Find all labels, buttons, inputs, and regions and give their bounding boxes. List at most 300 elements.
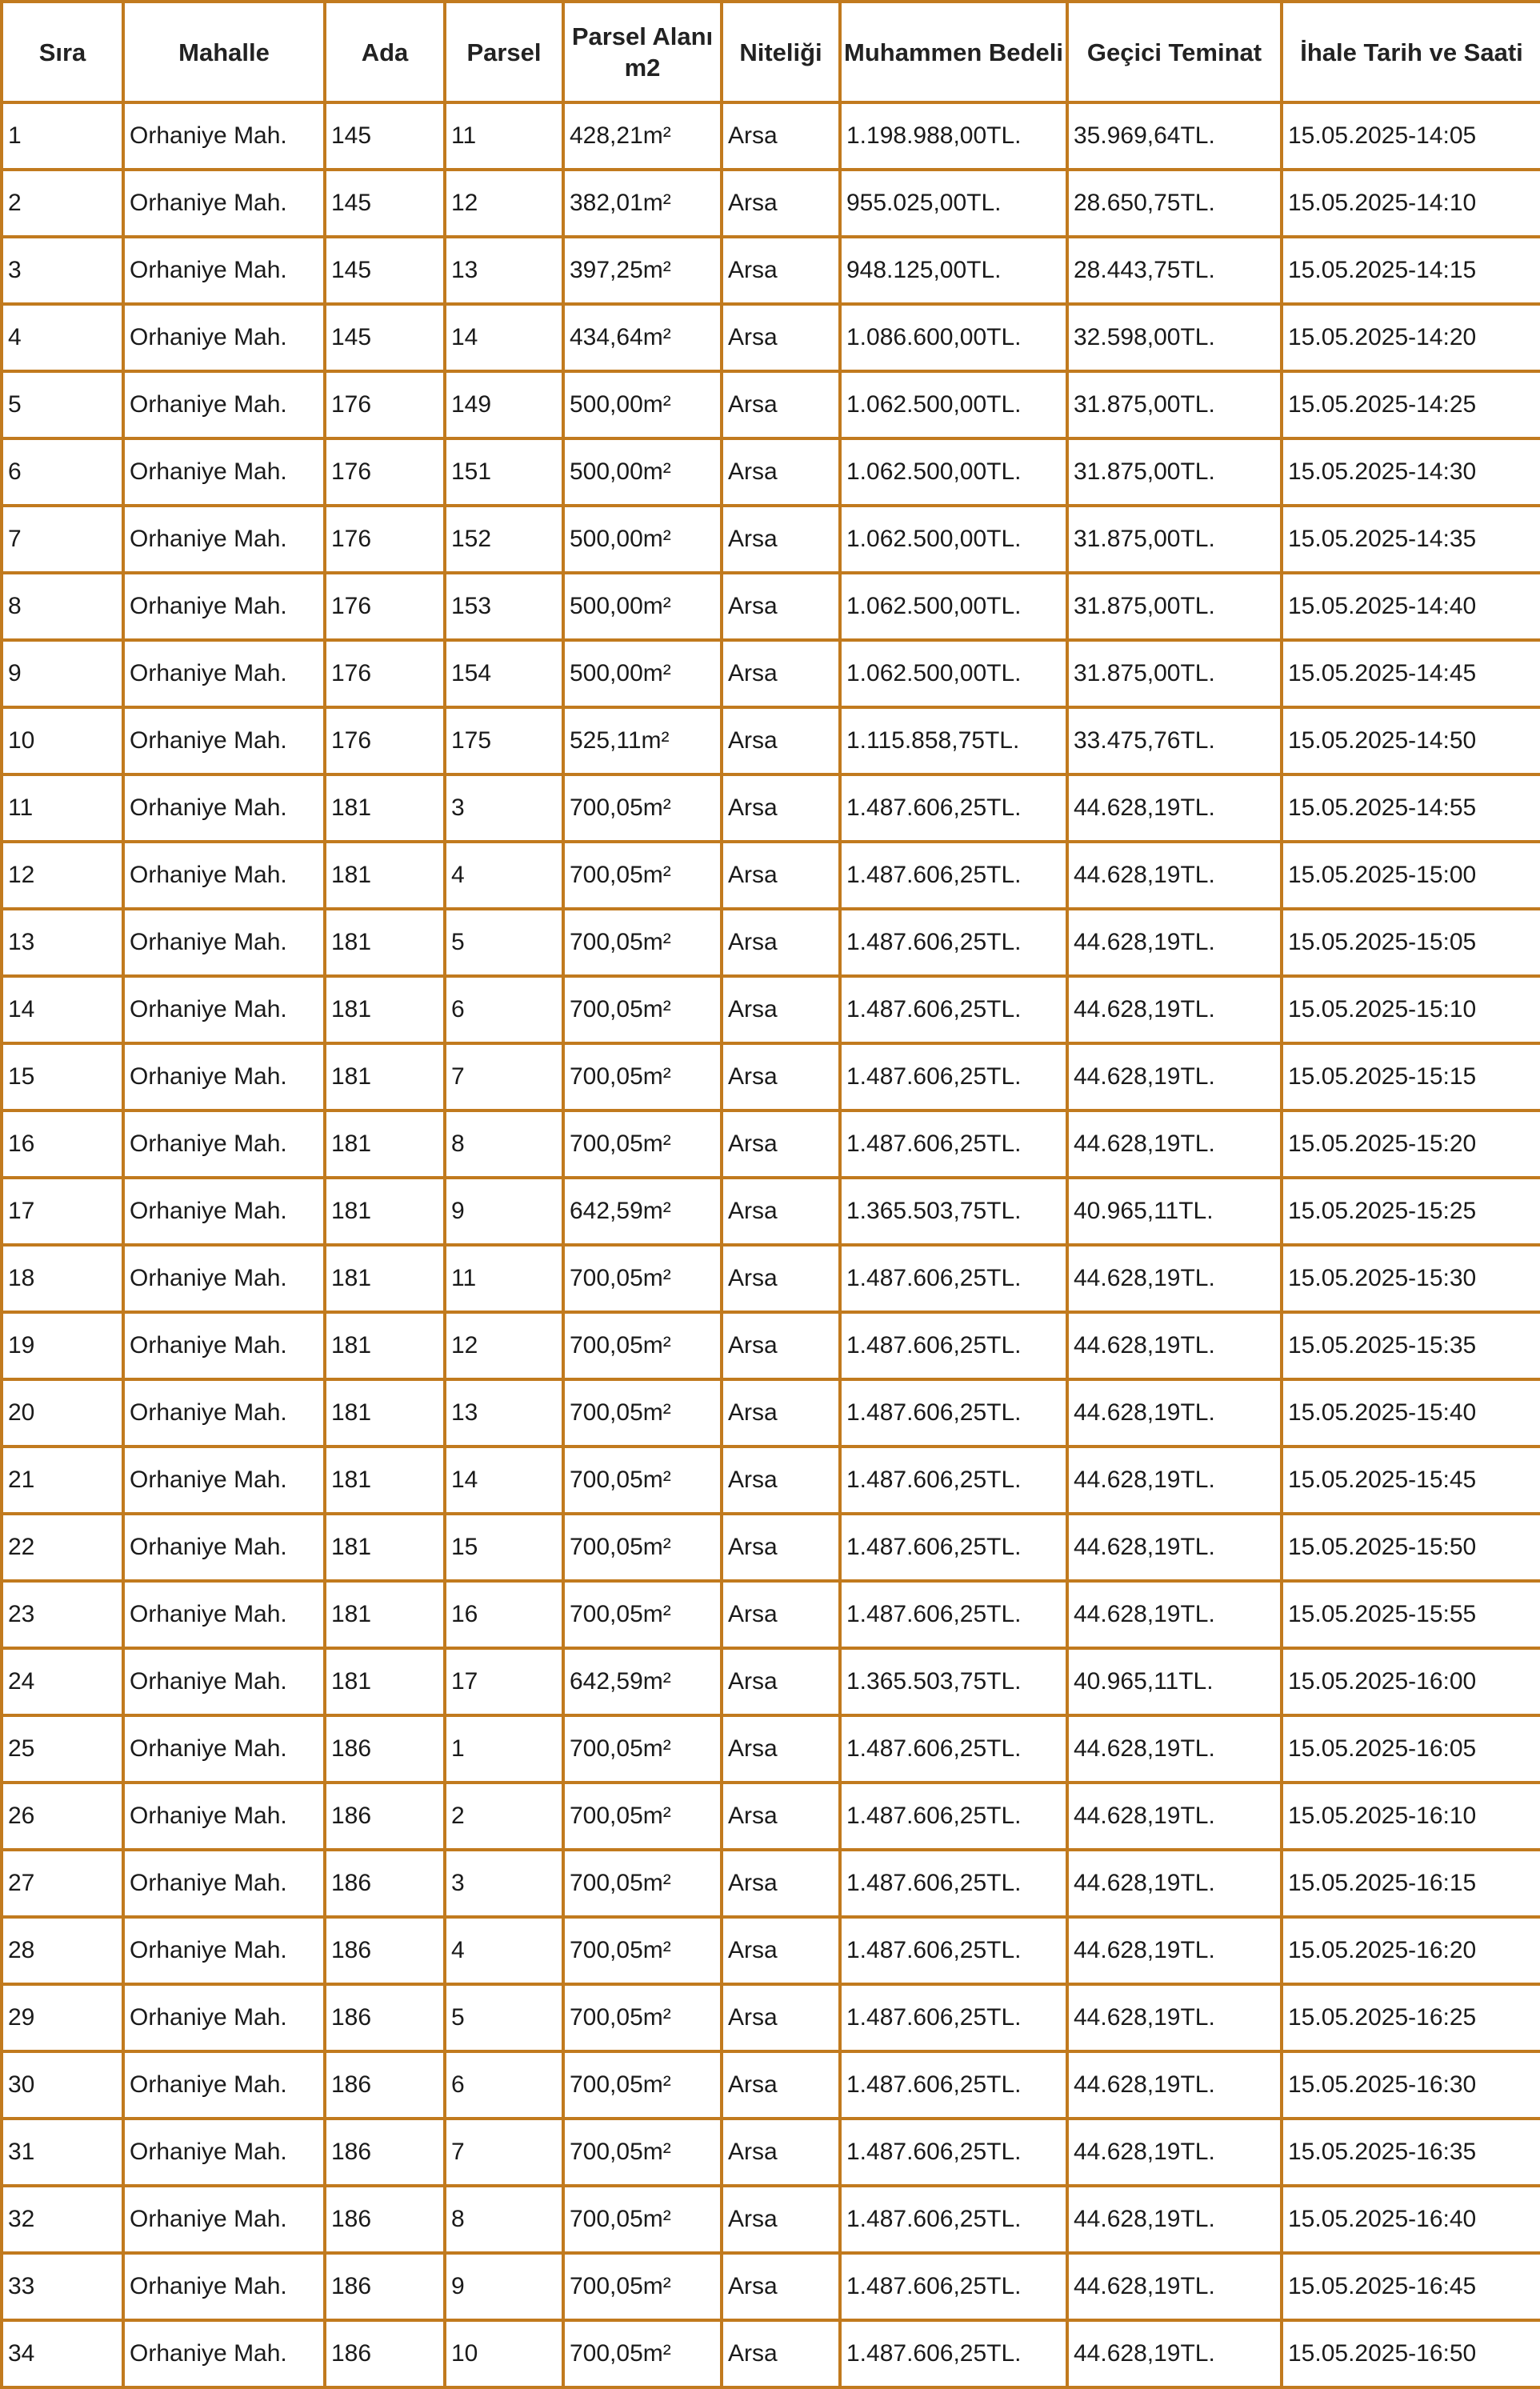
table-row [2,707,1540,774]
cell-parsel: 13 [445,1379,563,1447]
cell-niteligi: Arsa [722,304,840,371]
cell-muhammen-bedeli: 1.487.606,25TL. [840,1379,1067,1447]
cell-muhammen-bedeli: 1.487.606,25TL. [840,1110,1067,1178]
cell-niteligi: Arsa [722,1245,840,1312]
cell-sira: 32 [2,2186,123,2253]
cell-mahalle: Orhaniye Mah. [123,1447,325,1514]
cell-ada: 186 [325,1715,445,1783]
cell-parsel: 14 [445,1447,563,1514]
cell-ihale-tarih-saati: 15.05.2025-15:05 [1282,909,1540,976]
column-header-gecici-teminat: Geçici Teminat [1067,2,1282,102]
cell-mahalle: Orhaniye Mah. [123,2119,325,2186]
cell-mahalle: Orhaniye Mah. [123,1379,325,1447]
cell-muhammen-bedeli: 1.487.606,25TL. [840,1984,1067,2051]
cell-muhammen-bedeli: 948.125,00TL. [840,237,1067,304]
table-row [2,2186,1540,2253]
cell-sira: 18 [2,1245,123,1312]
cell-mahalle: Orhaniye Mah. [123,2186,325,2253]
column-header-parsel-alani: Parsel Alanı m2 [563,2,722,102]
cell-parsel: 152 [445,506,563,573]
cell-ada: 181 [325,1110,445,1178]
table-row [2,640,1540,707]
cell-parsel: 9 [445,1178,563,1245]
cell-parsel-alani: 700,05m² [563,1043,722,1110]
cell-ada: 145 [325,102,445,170]
cell-niteligi: Arsa [722,1447,840,1514]
table-row [2,2320,1540,2387]
cell-niteligi: Arsa [722,170,840,237]
cell-mahalle: Orhaniye Mah. [123,1850,325,1917]
cell-muhammen-bedeli: 1.487.606,25TL. [840,1245,1067,1312]
cell-muhammen-bedeli: 1.062.500,00TL. [840,371,1067,438]
cell-muhammen-bedeli: 1.062.500,00TL. [840,573,1067,640]
cell-ada: 176 [325,438,445,506]
cell-parsel: 13 [445,237,563,304]
cell-mahalle: Orhaniye Mah. [123,774,325,842]
cell-muhammen-bedeli: 1.487.606,25TL. [840,2253,1067,2320]
cell-muhammen-bedeli: 1.487.606,25TL. [840,1043,1067,1110]
column-header-muhammen-bedeli: Muhammen Bedeli [840,2,1067,102]
cell-mahalle: Orhaniye Mah. [123,102,325,170]
table-row [2,976,1540,1043]
cell-parsel: 7 [445,1043,563,1110]
table-row [2,1447,1540,1514]
table-row [2,304,1540,371]
cell-muhammen-bedeli: 1.487.606,25TL. [840,1581,1067,1648]
cell-parsel: 3 [445,1850,563,1917]
cell-ada: 186 [325,2119,445,2186]
cell-mahalle: Orhaniye Mah. [123,1783,325,1850]
cell-parsel: 175 [445,707,563,774]
cell-parsel-alani: 700,05m² [563,1379,722,1447]
cell-muhammen-bedeli: 1.487.606,25TL. [840,1917,1067,1984]
cell-sira: 29 [2,1984,123,2051]
cell-muhammen-bedeli: 1.487.606,25TL. [840,1715,1067,1783]
cell-sira: 10 [2,707,123,774]
table-row [2,506,1540,573]
table-row [2,1245,1540,1312]
cell-parsel: 1 [445,1715,563,1783]
cell-muhammen-bedeli: 1.487.606,25TL. [840,1514,1067,1581]
cell-niteligi: Arsa [722,774,840,842]
cell-ihale-tarih-saati: 15.05.2025-16:45 [1282,2253,1540,2320]
cell-sira: 33 [2,2253,123,2320]
cell-parsel-alani: 500,00m² [563,640,722,707]
cell-niteligi: Arsa [722,102,840,170]
cell-mahalle: Orhaniye Mah. [123,1043,325,1110]
cell-gecici-teminat: 31.875,00TL. [1067,573,1282,640]
cell-parsel-alani: 500,00m² [563,573,722,640]
cell-sira: 20 [2,1379,123,1447]
cell-muhammen-bedeli: 955.025,00TL. [840,170,1067,237]
column-header-mahalle: Mahalle [123,2,325,102]
cell-gecici-teminat: 44.628,19TL. [1067,1447,1282,1514]
cell-ada: 181 [325,1379,445,1447]
cell-mahalle: Orhaniye Mah. [123,1514,325,1581]
cell-muhammen-bedeli: 1.115.858,75TL. [840,707,1067,774]
cell-gecici-teminat: 44.628,19TL. [1067,2186,1282,2253]
cell-sira: 25 [2,1715,123,1783]
cell-gecici-teminat: 44.628,19TL. [1067,1043,1282,1110]
cell-ihale-tarih-saati: 15.05.2025-14:40 [1282,573,1540,640]
cell-gecici-teminat: 44.628,19TL. [1067,1581,1282,1648]
cell-gecici-teminat: 44.628,19TL. [1067,909,1282,976]
table-row [2,842,1540,909]
cell-sira: 8 [2,573,123,640]
cell-mahalle: Orhaniye Mah. [123,371,325,438]
cell-ihale-tarih-saati: 15.05.2025-16:20 [1282,1917,1540,1984]
cell-niteligi: Arsa [722,976,840,1043]
cell-mahalle: Orhaniye Mah. [123,1245,325,1312]
cell-gecici-teminat: 44.628,19TL. [1067,1379,1282,1447]
cell-mahalle: Orhaniye Mah. [123,304,325,371]
cell-niteligi: Arsa [722,2320,840,2387]
cell-ada: 186 [325,1783,445,1850]
cell-muhammen-bedeli: 1.487.606,25TL. [840,1783,1067,1850]
cell-niteligi: Arsa [722,2253,840,2320]
cell-ada: 181 [325,842,445,909]
cell-sira: 14 [2,976,123,1043]
table-row [2,371,1540,438]
cell-mahalle: Orhaniye Mah. [123,573,325,640]
cell-muhammen-bedeli: 1.365.503,75TL. [840,1648,1067,1715]
cell-niteligi: Arsa [722,640,840,707]
cell-muhammen-bedeli: 1.062.500,00TL. [840,640,1067,707]
cell-ada: 176 [325,506,445,573]
table-row [2,1850,1540,1917]
cell-parsel: 151 [445,438,563,506]
cell-niteligi: Arsa [722,2119,840,2186]
cell-niteligi: Arsa [722,909,840,976]
table-row [2,909,1540,976]
cell-parsel: 6 [445,976,563,1043]
cell-sira: 13 [2,909,123,976]
table-row [2,1514,1540,1581]
cell-ada: 145 [325,304,445,371]
cell-ihale-tarih-saati: 15.05.2025-15:15 [1282,1043,1540,1110]
cell-gecici-teminat: 28.650,75TL. [1067,170,1282,237]
cell-parsel: 14 [445,304,563,371]
cell-ada: 145 [325,170,445,237]
cell-niteligi: Arsa [722,1312,840,1379]
cell-parsel-alani: 700,05m² [563,1850,722,1917]
cell-sira: 12 [2,842,123,909]
cell-mahalle: Orhaniye Mah. [123,2253,325,2320]
cell-niteligi: Arsa [722,237,840,304]
cell-ihale-tarih-saati: 15.05.2025-14:25 [1282,371,1540,438]
cell-gecici-teminat: 44.628,19TL. [1067,1715,1282,1783]
cell-ihale-tarih-saati: 15.05.2025-14:55 [1282,774,1540,842]
table-row [2,102,1540,170]
cell-mahalle: Orhaniye Mah. [123,842,325,909]
cell-parsel: 5 [445,1984,563,2051]
cell-gecici-teminat: 28.443,75TL. [1067,237,1282,304]
cell-ihale-tarih-saati: 15.05.2025-14:15 [1282,237,1540,304]
cell-mahalle: Orhaniye Mah. [123,1581,325,1648]
cell-niteligi: Arsa [722,1379,840,1447]
cell-niteligi: Arsa [722,707,840,774]
cell-sira: 22 [2,1514,123,1581]
cell-ada: 145 [325,237,445,304]
cell-muhammen-bedeli: 1.198.988,00TL. [840,102,1067,170]
cell-sira: 23 [2,1581,123,1648]
column-header-parsel: Parsel [445,2,563,102]
cell-ihale-tarih-saati: 15.05.2025-15:35 [1282,1312,1540,1379]
table-row [2,1379,1540,1447]
cell-gecici-teminat: 33.475,76TL. [1067,707,1282,774]
cell-sira: 26 [2,1783,123,1850]
cell-ihale-tarih-saati: 15.05.2025-14:10 [1282,170,1540,237]
cell-parsel: 11 [445,102,563,170]
cell-ihale-tarih-saati: 15.05.2025-14:45 [1282,640,1540,707]
cell-ada: 181 [325,1648,445,1715]
cell-sira: 31 [2,2119,123,2186]
cell-sira: 7 [2,506,123,573]
cell-ihale-tarih-saati: 15.05.2025-16:30 [1282,2051,1540,2119]
cell-gecici-teminat: 44.628,19TL. [1067,1783,1282,1850]
cell-gecici-teminat: 31.875,00TL. [1067,438,1282,506]
cell-parsel: 8 [445,2186,563,2253]
cell-parsel-alani: 700,05m² [563,1783,722,1850]
cell-parsel-alani: 428,21m² [563,102,722,170]
cell-ihale-tarih-saati: 15.05.2025-16:35 [1282,2119,1540,2186]
cell-niteligi: Arsa [722,506,840,573]
table-row [2,2253,1540,2320]
cell-ada: 176 [325,640,445,707]
table-body [2,102,1540,2387]
cell-gecici-teminat: 44.628,19TL. [1067,2119,1282,2186]
cell-parsel-alani: 500,00m² [563,371,722,438]
cell-parsel-alani: 700,05m² [563,2186,722,2253]
cell-ihale-tarih-saati: 15.05.2025-16:00 [1282,1648,1540,1715]
cell-ihale-tarih-saati: 15.05.2025-15:25 [1282,1178,1540,1245]
cell-mahalle: Orhaniye Mah. [123,1178,325,1245]
cell-parsel-alani: 700,05m² [563,2119,722,2186]
cell-muhammen-bedeli: 1.062.500,00TL. [840,438,1067,506]
cell-parsel-alani: 700,05m² [563,1984,722,2051]
cell-sira: 6 [2,438,123,506]
cell-ihale-tarih-saati: 15.05.2025-15:10 [1282,976,1540,1043]
cell-muhammen-bedeli: 1.487.606,25TL. [840,1312,1067,1379]
cell-niteligi: Arsa [722,1715,840,1783]
table-row [2,1178,1540,1245]
cell-parsel: 4 [445,1917,563,1984]
cell-ada: 176 [325,573,445,640]
table-row [2,237,1540,304]
cell-mahalle: Orhaniye Mah. [123,1110,325,1178]
cell-ada: 181 [325,1043,445,1110]
cell-sira: 15 [2,1043,123,1110]
cell-niteligi: Arsa [722,1178,840,1245]
cell-sira: 24 [2,1648,123,1715]
cell-parsel: 154 [445,640,563,707]
cell-niteligi: Arsa [722,2186,840,2253]
column-header-niteligi: Niteliği [722,2,840,102]
cell-mahalle: Orhaniye Mah. [123,1312,325,1379]
cell-mahalle: Orhaniye Mah. [123,640,325,707]
cell-ada: 186 [325,1984,445,2051]
cell-ihale-tarih-saati: 15.05.2025-15:45 [1282,1447,1540,1514]
cell-ada: 186 [325,2253,445,2320]
column-header-ihale-tarih-saati: İhale Tarih ve Saati [1282,2,1540,102]
cell-ihale-tarih-saati: 15.05.2025-15:00 [1282,842,1540,909]
table-row [2,774,1540,842]
cell-parsel: 11 [445,1245,563,1312]
cell-parsel-alani: 700,05m² [563,1312,722,1379]
cell-ihale-tarih-saati: 15.05.2025-15:20 [1282,1110,1540,1178]
cell-ada: 181 [325,1245,445,1312]
cell-sira: 1 [2,102,123,170]
table-row [2,438,1540,506]
cell-mahalle: Orhaniye Mah. [123,1917,325,1984]
cell-gecici-teminat: 44.628,19TL. [1067,1984,1282,2051]
cell-sira: 4 [2,304,123,371]
cell-ihale-tarih-saati: 15.05.2025-16:40 [1282,2186,1540,2253]
cell-ada: 181 [325,976,445,1043]
cell-niteligi: Arsa [722,1850,840,1917]
table-row [2,1110,1540,1178]
cell-mahalle: Orhaniye Mah. [123,438,325,506]
cell-parsel-alani: 500,00m² [563,438,722,506]
cell-ihale-tarih-saati: 15.05.2025-14:30 [1282,438,1540,506]
cell-ada: 181 [325,909,445,976]
cell-mahalle: Orhaniye Mah. [123,170,325,237]
table-row [2,1581,1540,1648]
cell-parsel: 17 [445,1648,563,1715]
cell-muhammen-bedeli: 1.487.606,25TL. [840,1850,1067,1917]
cell-gecici-teminat: 40.965,11TL. [1067,1178,1282,1245]
cell-parsel: 16 [445,1581,563,1648]
cell-ihale-tarih-saati: 15.05.2025-15:30 [1282,1245,1540,1312]
cell-ada: 186 [325,1917,445,1984]
cell-gecici-teminat: 44.628,19TL. [1067,842,1282,909]
cell-mahalle: Orhaniye Mah. [123,1984,325,2051]
cell-sira: 11 [2,774,123,842]
cell-mahalle: Orhaniye Mah. [123,1715,325,1783]
cell-ada: 181 [325,1581,445,1648]
cell-parsel-alani: 700,05m² [563,1514,722,1581]
cell-sira: 5 [2,371,123,438]
cell-gecici-teminat: 44.628,19TL. [1067,1514,1282,1581]
cell-ihale-tarih-saati: 15.05.2025-16:25 [1282,1984,1540,2051]
cell-parsel: 8 [445,1110,563,1178]
cell-mahalle: Orhaniye Mah. [123,976,325,1043]
table-row [2,1984,1540,2051]
cell-niteligi: Arsa [722,1514,840,1581]
cell-gecici-teminat: 31.875,00TL. [1067,506,1282,573]
cell-parsel-alani: 382,01m² [563,170,722,237]
cell-niteligi: Arsa [722,1984,840,2051]
cell-niteligi: Arsa [722,371,840,438]
cell-mahalle: Orhaniye Mah. [123,909,325,976]
cell-sira: 27 [2,1850,123,1917]
cell-gecici-teminat: 40.965,11TL. [1067,1648,1282,1715]
cell-ada: 186 [325,2186,445,2253]
cell-gecici-teminat: 35.969,64TL. [1067,102,1282,170]
cell-parsel-alani: 500,00m² [563,506,722,573]
cell-ada: 181 [325,774,445,842]
table-row [2,2119,1540,2186]
cell-ada: 176 [325,371,445,438]
cell-parsel-alani: 700,05m² [563,1581,722,1648]
cell-ihale-tarih-saati: 15.05.2025-15:55 [1282,1581,1540,1648]
cell-parsel-alani: 642,59m² [563,1648,722,1715]
cell-parsel-alani: 700,05m² [563,1110,722,1178]
cell-gecici-teminat: 44.628,19TL. [1067,1850,1282,1917]
cell-muhammen-bedeli: 1.487.606,25TL. [840,909,1067,976]
cell-mahalle: Orhaniye Mah. [123,707,325,774]
cell-parsel: 5 [445,909,563,976]
cell-sira: 9 [2,640,123,707]
cell-parsel-alani: 700,05m² [563,1245,722,1312]
cell-parsel: 15 [445,1514,563,1581]
cell-parsel: 12 [445,1312,563,1379]
cell-niteligi: Arsa [722,438,840,506]
cell-muhammen-bedeli: 1.487.606,25TL. [840,2320,1067,2387]
cell-sira: 34 [2,2320,123,2387]
cell-ihale-tarih-saati: 15.05.2025-16:15 [1282,1850,1540,1917]
cell-gecici-teminat: 44.628,19TL. [1067,1110,1282,1178]
cell-parsel-alani: 700,05m² [563,1447,722,1514]
cell-ihale-tarih-saati: 15.05.2025-14:05 [1282,102,1540,170]
cell-parsel: 7 [445,2119,563,2186]
cell-muhammen-bedeli: 1.062.500,00TL. [840,506,1067,573]
cell-ada: 181 [325,1447,445,1514]
cell-parsel-alani: 525,11m² [563,707,722,774]
cell-parsel-alani: 700,05m² [563,976,722,1043]
table-row [2,1648,1540,1715]
cell-niteligi: Arsa [722,2051,840,2119]
cell-gecici-teminat: 44.628,19TL. [1067,2051,1282,2119]
cell-ada: 181 [325,1514,445,1581]
cell-ada: 176 [325,707,445,774]
cell-parsel-alani: 700,05m² [563,774,722,842]
cell-gecici-teminat: 31.875,00TL. [1067,640,1282,707]
cell-parsel-alani: 642,59m² [563,1178,722,1245]
cell-ihale-tarih-saati: 15.05.2025-14:35 [1282,506,1540,573]
cell-parsel-alani: 700,05m² [563,2051,722,2119]
cell-ihale-tarih-saati: 15.05.2025-16:10 [1282,1783,1540,1850]
column-header-sira: Sıra [2,2,123,102]
table-row [2,1043,1540,1110]
cell-muhammen-bedeli: 1.487.606,25TL. [840,976,1067,1043]
cell-muhammen-bedeli: 1.487.606,25TL. [840,2186,1067,2253]
table-row [2,573,1540,640]
cell-mahalle: Orhaniye Mah. [123,2051,325,2119]
table-row [2,2051,1540,2119]
cell-sira: 17 [2,1178,123,1245]
table-row [2,1783,1540,1850]
cell-muhammen-bedeli: 1.487.606,25TL. [840,2119,1067,2186]
cell-parsel-alani: 700,05m² [563,1715,722,1783]
cell-niteligi: Arsa [722,1648,840,1715]
cell-ihale-tarih-saati: 15.05.2025-14:20 [1282,304,1540,371]
cell-gecici-teminat: 44.628,19TL. [1067,1245,1282,1312]
cell-parsel-alani: 700,05m² [563,2253,722,2320]
table-header [2,2,1540,102]
cell-ihale-tarih-saati: 15.05.2025-16:05 [1282,1715,1540,1783]
cell-mahalle: Orhaniye Mah. [123,2320,325,2387]
cell-gecici-teminat: 32.598,00TL. [1067,304,1282,371]
cell-parsel: 6 [445,2051,563,2119]
cell-parsel-alani: 700,05m² [563,842,722,909]
cell-muhammen-bedeli: 1.487.606,25TL. [840,1447,1067,1514]
cell-mahalle: Orhaniye Mah. [123,506,325,573]
cell-gecici-teminat: 44.628,19TL. [1067,2320,1282,2387]
table-row [2,1312,1540,1379]
table-row [2,170,1540,237]
cell-parsel: 3 [445,774,563,842]
